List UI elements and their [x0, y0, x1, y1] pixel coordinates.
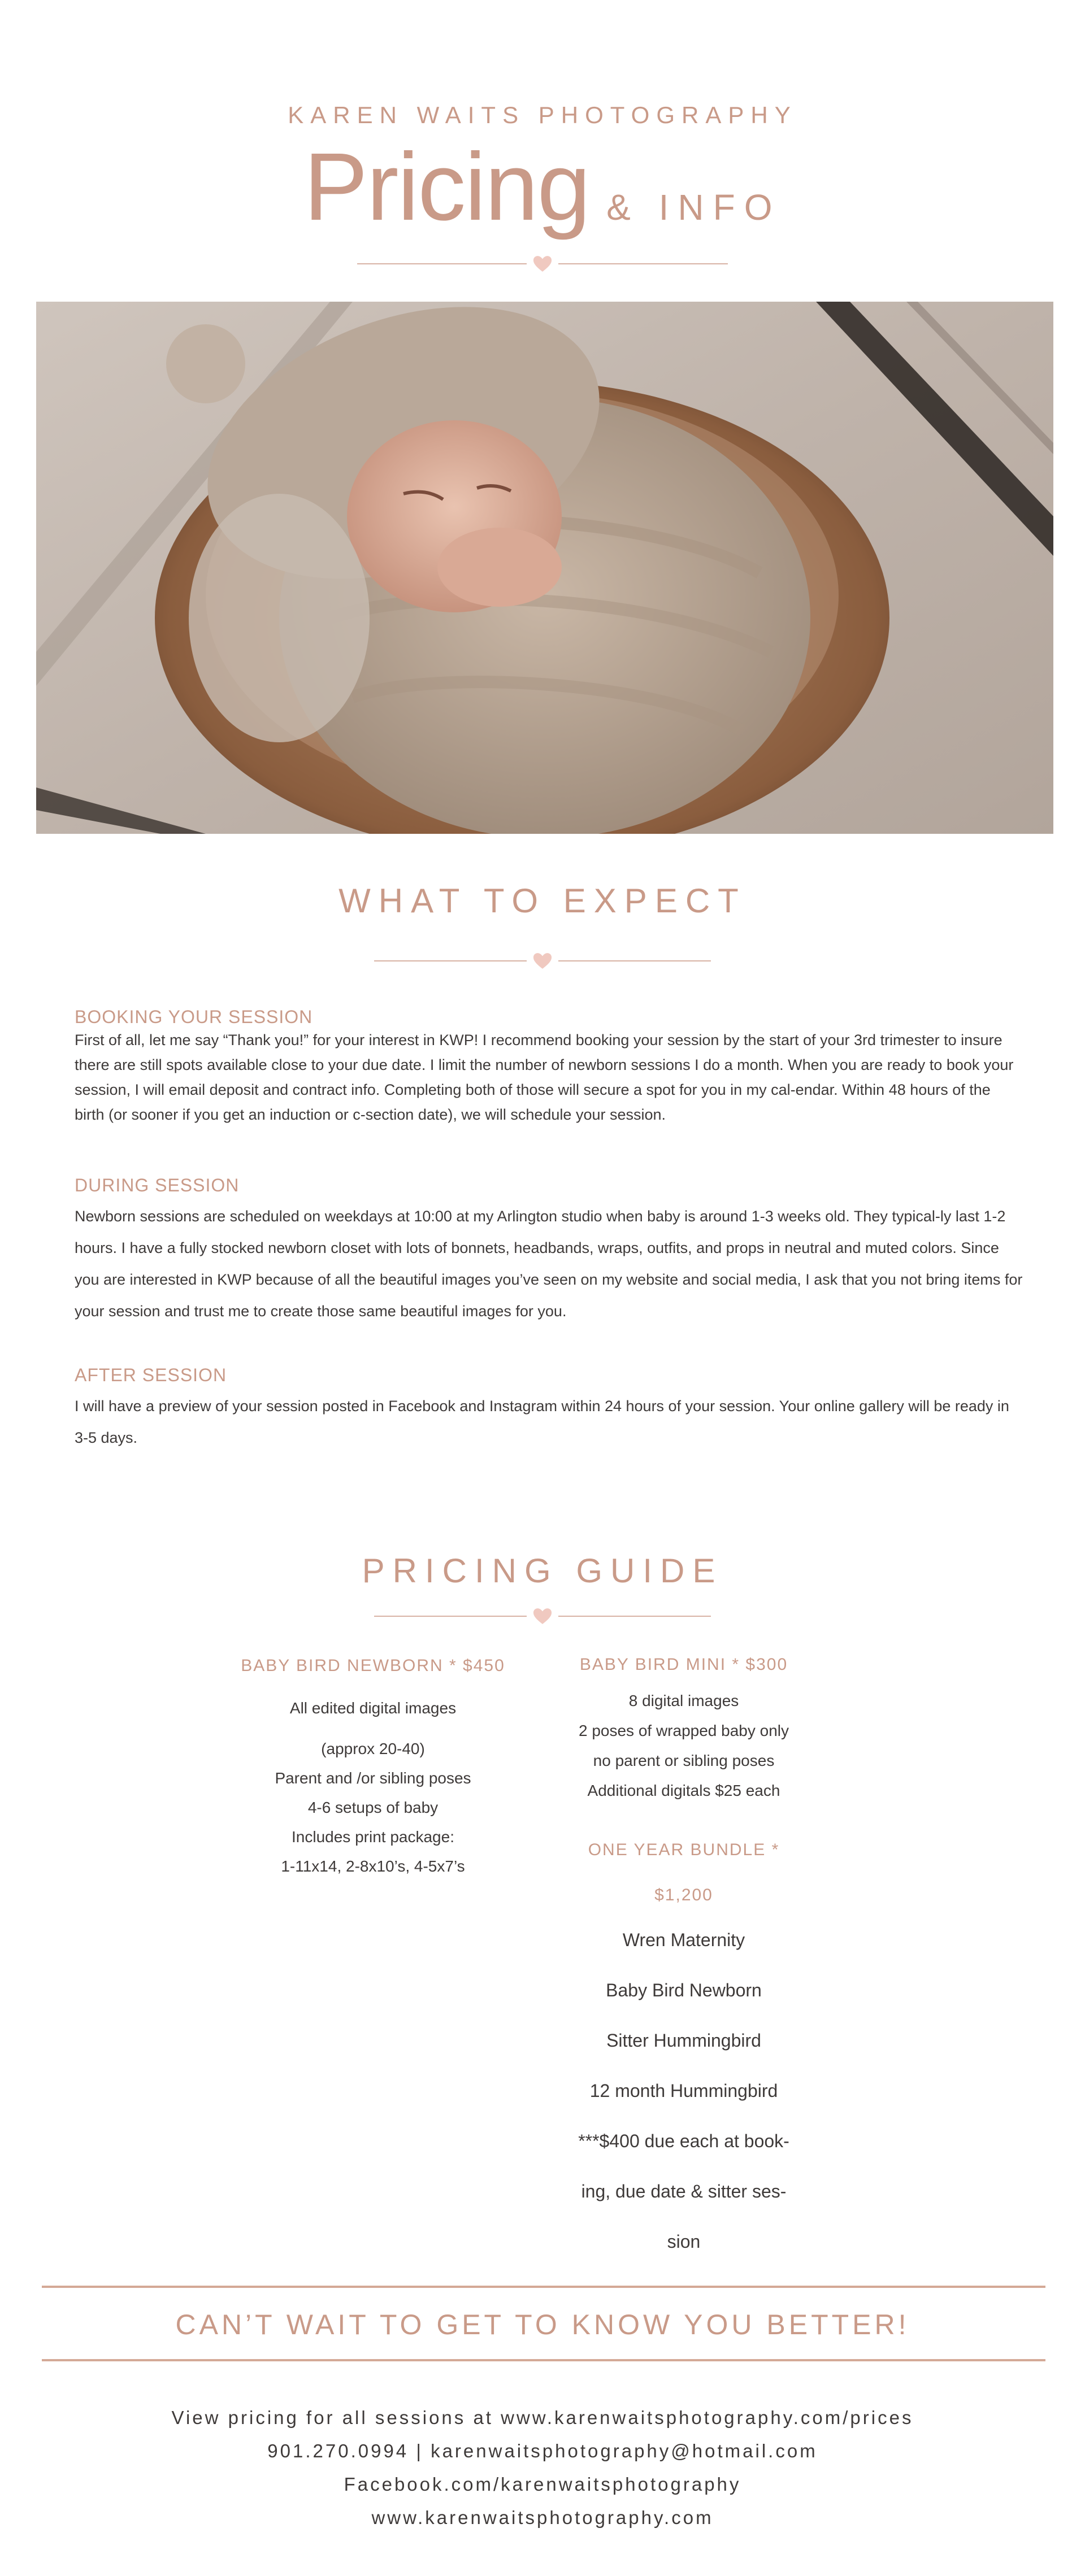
newborn-item: 4-6 setups of baby [307, 1799, 439, 1816]
what-to-expect-divider [0, 952, 1085, 969]
bundle-package [514, 1840, 853, 2267]
header-divider [0, 255, 1085, 272]
heart-icon [532, 1608, 553, 1625]
website-link[interactable]: www.karenwaitsphotography.com [371, 2507, 714, 2528]
bundle-item: Baby Bird Newborn [606, 1980, 762, 2000]
pricing-guide-title: PRICING GUIDE [362, 1552, 723, 1590]
newborn-package [203, 1656, 542, 1881]
bundle-item: ing, due date & sitter ses- [581, 2181, 787, 2201]
booking-section [75, 1007, 1024, 1127]
newborn-heading: BABY BIRD NEWBORN * $450 [241, 1656, 505, 1675]
after-heading: AFTER SESSION [75, 1365, 227, 1385]
during-body: Newborn sessions are scheduled on weekdays at 10:00 at my Arlington studio when baby is around 1-3 weeks old. They typical-ly last 1-2 hours. I have a fully stocked newborn closet with lots of bonnets, headbands, wraps, outfits, and props in neutral and muted colors. Since you are interested in KWP because of all the beautiful images you’ve seen on my website and social media, I ask that you not bring items for your session and trust me to create those same beautiful images for you. [75, 1208, 1023, 1320]
booking-heading: BOOKING YOUR SESSION [75, 1007, 313, 1027]
cta-bottom-rule [42, 2359, 1045, 2361]
newborn-photo [36, 302, 1053, 834]
bundle-item: Wren Maternity [622, 1930, 745, 1950]
pricing-guide-divider [0, 1608, 1085, 1625]
mini-package [514, 1655, 853, 1805]
mini-item: 8 digital images [628, 1692, 739, 1709]
contact-line[interactable]: 901.270.0994 | karenwaitsphotography@hotmail.com [267, 2440, 818, 2461]
newborn-item: All edited digital images [289, 1699, 457, 1717]
bundle-item: 12 month Hummingbird [589, 2081, 778, 2101]
brand-name: KAREN WAITS PHOTOGRAPHY [288, 102, 797, 128]
facebook-link[interactable]: Facebook.com/karenwaitsphotography [344, 2474, 741, 2495]
page-header [0, 102, 1085, 241]
bundle-item: sion [667, 2231, 701, 2252]
contact-footer [0, 2401, 1085, 2534]
mini-item: Additional digitals $25 each [587, 1782, 780, 1799]
bundle-item: ***$400 due each at book- [578, 2131, 789, 2151]
pricing-link[interactable]: View pricing for all sessions at www.karenwaitsphotography.com/prices [171, 2407, 914, 2428]
title-row [0, 133, 1085, 241]
bundle-item: Sitter Hummingbird [606, 2030, 761, 2051]
heart-icon [532, 952, 553, 969]
page-title: Pricing [303, 133, 590, 241]
bundle-price: $1,200 [654, 1886, 713, 1904]
newborn-item: 1-11x14, 2-8x10’s, 4-5x7’s [281, 1857, 465, 1875]
newborn-item: Parent and /or sibling poses [275, 1769, 471, 1787]
cta-top-rule [42, 2286, 1045, 2288]
during-heading: DURING SESSION [75, 1175, 240, 1195]
newborn-photo-illustration [36, 302, 1053, 834]
during-section [75, 1175, 1024, 1327]
heart-icon [532, 255, 553, 272]
cta-text: CAN’T WAIT TO GET TO KNOW YOU BETTER! [175, 2309, 910, 2340]
newborn-item: (approx 20-40) [321, 1740, 425, 1757]
what-to-expect-title: WHAT TO EXPECT [338, 882, 747, 920]
booking-body: First of all, let me say “Thank you!” for your interest in KWP! I recommend booking your session by the start of your 3rd trimester to insure there are still spots available close to your due date. I limit the number of newborn sessions I do a month. When you are ready to book your session, I will email deposit and contract info. Completing both of those will secure a spot for you in my cal-endar. Within 48 hours of the birth (or sooner if you get an induction or c-section date), we will schedule your session. [75, 1032, 1014, 1123]
newborn-item: Includes print package: [292, 1828, 454, 1846]
mini-heading: BABY BIRD MINI * $300 [579, 1655, 788, 1674]
after-section [75, 1365, 1024, 1454]
after-body: I will have a preview of your session posted in Facebook and Instagram within 24 hours of your session. Your online gallery will be ready in 3-5 days. [75, 1398, 1009, 1446]
mini-item: no parent or sibling poses [593, 1752, 775, 1769]
page-subtitle: & INFO [606, 187, 782, 228]
mini-item: 2 poses of wrapped baby only [578, 1722, 789, 1739]
bundle-heading: ONE YEAR BUNDLE * [588, 1840, 780, 1859]
